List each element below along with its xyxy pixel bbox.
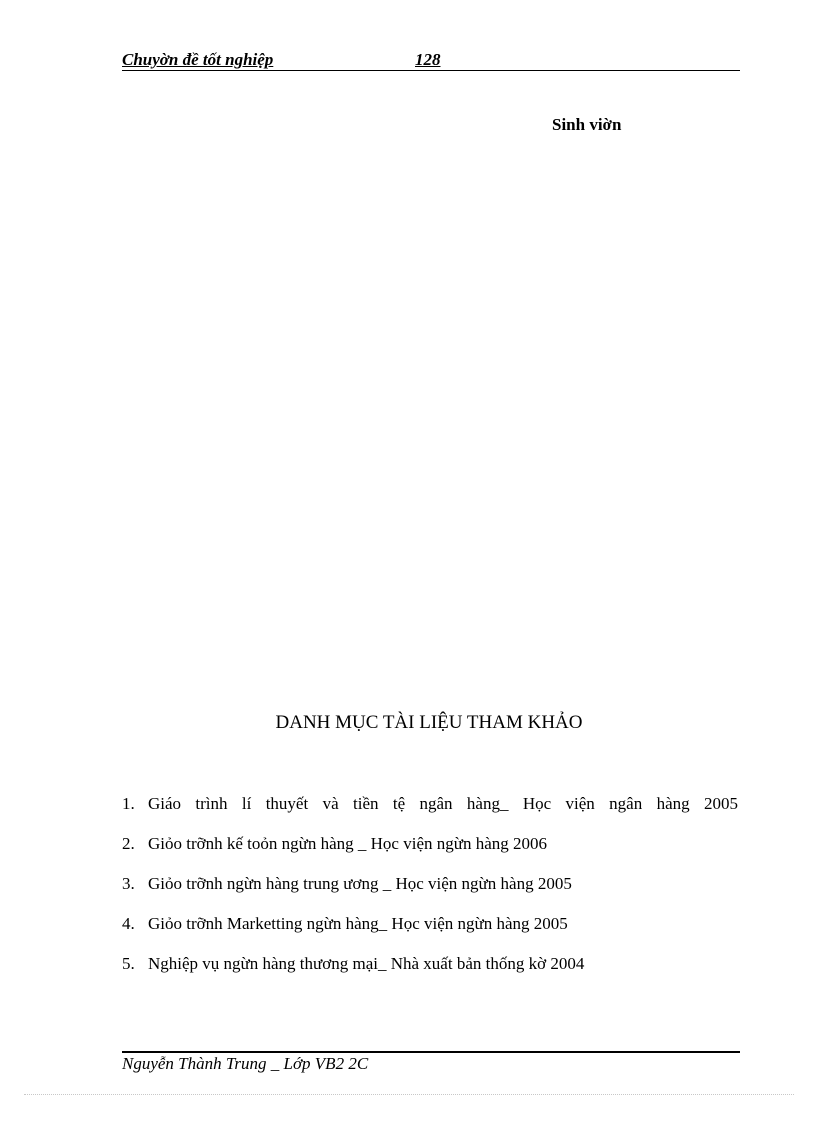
footer-author: Nguyễn Thành Trung _ Lớp VB2 2C [122, 1054, 369, 1073]
reference-item [122, 912, 738, 952]
footer-divider [122, 1051, 740, 1053]
reference-number: 1. [122, 794, 135, 813]
reference-text: Giỏo trỡnh ngừn hàng trung ương _ Học viện ngừn hàng 2005 [148, 874, 572, 893]
page-bottom-border [24, 1094, 794, 1095]
reference-number: 5. [122, 954, 135, 973]
reference-item [122, 872, 738, 912]
reference-text: Giỏo trỡnh kế toỏn ngừn hàng _ Học viện ngừn hàng 2006 [148, 834, 548, 853]
header-title: Chuyờn đề tốt nghiệp [122, 50, 274, 69]
page-number: 128 [415, 50, 441, 69]
page-header [122, 48, 740, 71]
reference-text: Giáo trình lí thuyết và tiền tệ ngân hàng_ Học viện ngân hàng 2005 [148, 794, 738, 813]
references-heading: DANH MỤC TÀI LIỆU THAM KHẢO [275, 712, 583, 733]
reference-list [122, 792, 738, 992]
reference-number: 3. [122, 874, 135, 893]
reference-item [122, 832, 738, 872]
reference-number: 2. [122, 834, 135, 853]
reference-number: 4. [122, 914, 135, 933]
student-label: Sinh viờn [552, 115, 622, 134]
reference-text: Giỏo trỡnh Marketting ngừn hàng_ Học viện ngừn hàng 2005 [148, 914, 568, 933]
reference-item [122, 792, 738, 832]
reference-text: Nghiệp vụ ngừn hàng thương mại_ Nhà xuất bản thống kờ 2004 [148, 954, 585, 973]
reference-item [122, 952, 738, 992]
